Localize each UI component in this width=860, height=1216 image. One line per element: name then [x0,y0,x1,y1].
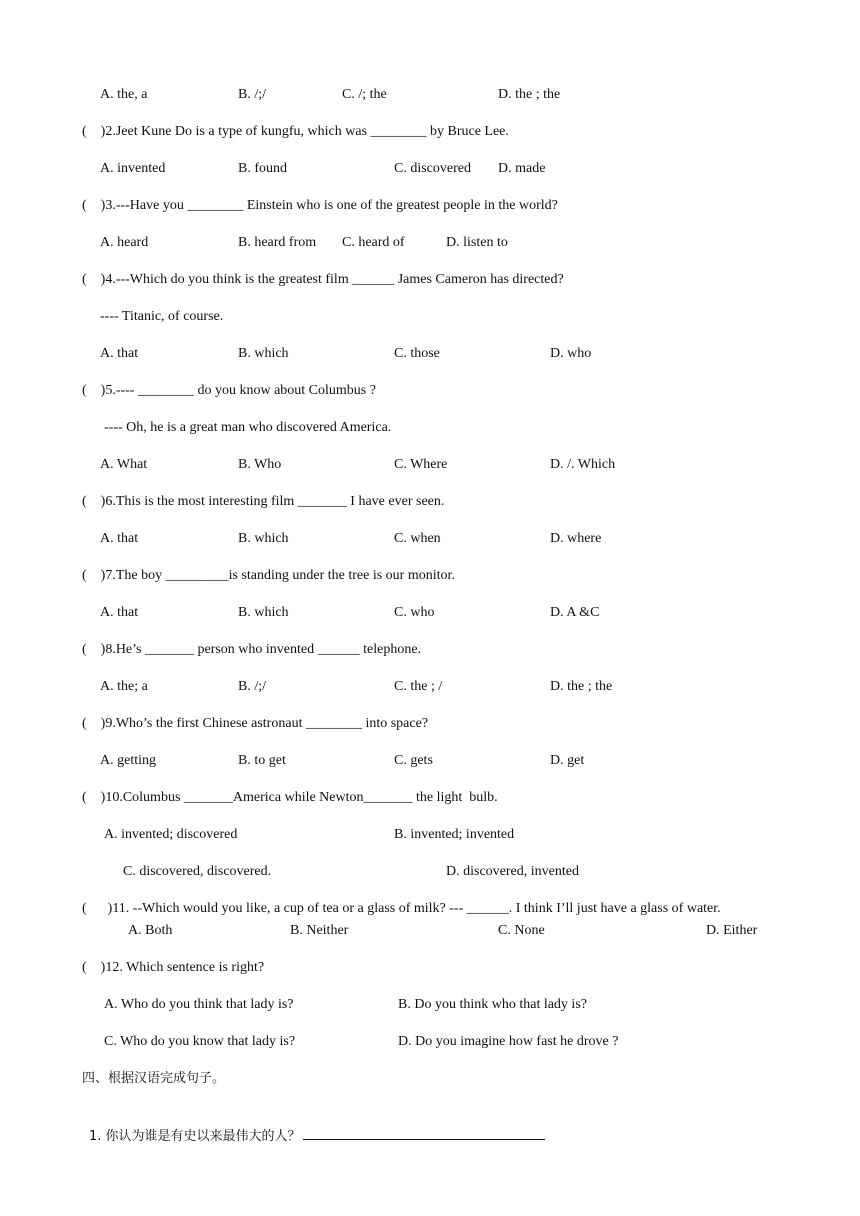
dialogue-reply: ---- Oh, he is a great man who discovered America. [104,420,392,435]
q1-option-a: A. the, a [100,87,148,102]
q2-option-c: C. discovered [394,161,471,176]
question-stem: ( )12. Which sentence is right? [82,960,265,975]
question-stem: ( )3.---Have you ________ Einstein who is one of the greatest people in the world? [82,198,558,213]
q11-option-c: C. None [498,923,545,938]
q7-option-b: B. which [238,605,289,620]
q4-option-a: A. that [100,346,139,361]
q7-option-a: A. that [100,605,139,620]
q1-option-d: D. the ; the [498,87,561,102]
q11-option-a: A. Both [128,923,173,938]
q3-option-d: D. listen to [446,235,508,250]
question-stem: ( )6.This is the most interesting film _______ I have ever seen. [82,494,445,509]
q10-option-d: D. discovered, invented [446,864,579,879]
q7-option-d: D. A &C [550,605,600,620]
q3-option-b: B. heard from [238,235,317,250]
question-stem: ( )2.Jeet Kune Do is a type of kungfu, which was ________ by Bruce Lee. [82,124,509,139]
q5-option-d: D. /. Which [550,457,616,472]
question-stem: ( )9.Who’s the first Chinese astronaut ________ into space? [82,716,429,731]
q7-option-c: C. who [394,605,435,620]
q4-option-b: B. which [238,346,289,361]
translation-item [82,1107,545,1146]
q8-option-a: A. the; a [100,679,148,694]
q11-option-b: B. Neither [290,923,349,938]
question-stem: ( )8.He’s _______ person who invented ______ telephone. [82,642,422,657]
q8-option-c: C. the ; / [394,679,443,694]
q8-option-d: D. the ; the [550,679,613,694]
q9-option-a: A. getting [100,753,156,768]
q6-option-c: C. when [394,531,441,546]
q10-option-c: C. discovered, discovered. [123,864,272,879]
section-heading: 四、根据汉语完成句子。 [82,1071,226,1086]
answer-blank[interactable] [303,1125,545,1140]
q1-option-b: B. /;/ [238,87,267,102]
q12-option-c: C. Who do you know that lady is? [104,1034,296,1049]
question-stem: ( )11. --Which would you like, a cup of tea or a glass of milk? --- ______. I think I’ll just have a glass of water. [82,901,721,916]
dialogue-reply: ---- Titanic, of course. [100,309,224,324]
translation-prompt: 1. 你认为谁是有史以来最伟大的人？ [89,1129,301,1144]
q10-option-b: B. invented; invented [394,827,515,842]
q6-option-d: D. where [550,531,602,546]
q12-option-b: B. Do you think who that lady is? [398,997,587,1012]
q10-option-a: A. invented; discovered [104,827,238,842]
q5-option-a: A. What [100,457,148,472]
q3-option-c: C. heard of [342,235,405,250]
q9-option-d: D. get [550,753,585,768]
q6-option-a: A. that [100,531,139,546]
q8-option-b: B. /;/ [238,679,267,694]
q4-option-d: D. who [550,346,592,361]
question-stem: ( )7.The boy _________is standing under the tree is our monitor. [82,568,455,583]
q9-option-c: C. gets [394,753,433,768]
q11-option-d: D. Either [706,923,758,938]
q2-option-a: A. invented [100,161,166,176]
q12-option-a: A. Who do you think that lady is? [104,997,294,1012]
q1-option-c: C. /; the [342,87,387,102]
q6-option-b: B. which [238,531,289,546]
q2-option-b: B. found [238,161,287,176]
q5-option-c: C. Where [394,457,448,472]
q9-option-b: B. to get [238,753,286,768]
q3-option-a: A. heard [100,235,149,250]
q12-option-d: D. Do you imagine how fast he drove ? [398,1034,619,1049]
question-stem: ( )5.---- ________ do you know about Columbus ? [82,383,376,398]
question-stem: ( )10.Columbus _______America while Newton_______ the light bulb. [82,790,498,805]
q5-option-b: B. Who [238,457,282,472]
q2-option-d: D. made [498,161,546,176]
q4-option-c: C. those [394,346,440,361]
question-stem: ( )4.---Which do you think is the greatest film ______ James Cameron has directed? [82,272,564,287]
